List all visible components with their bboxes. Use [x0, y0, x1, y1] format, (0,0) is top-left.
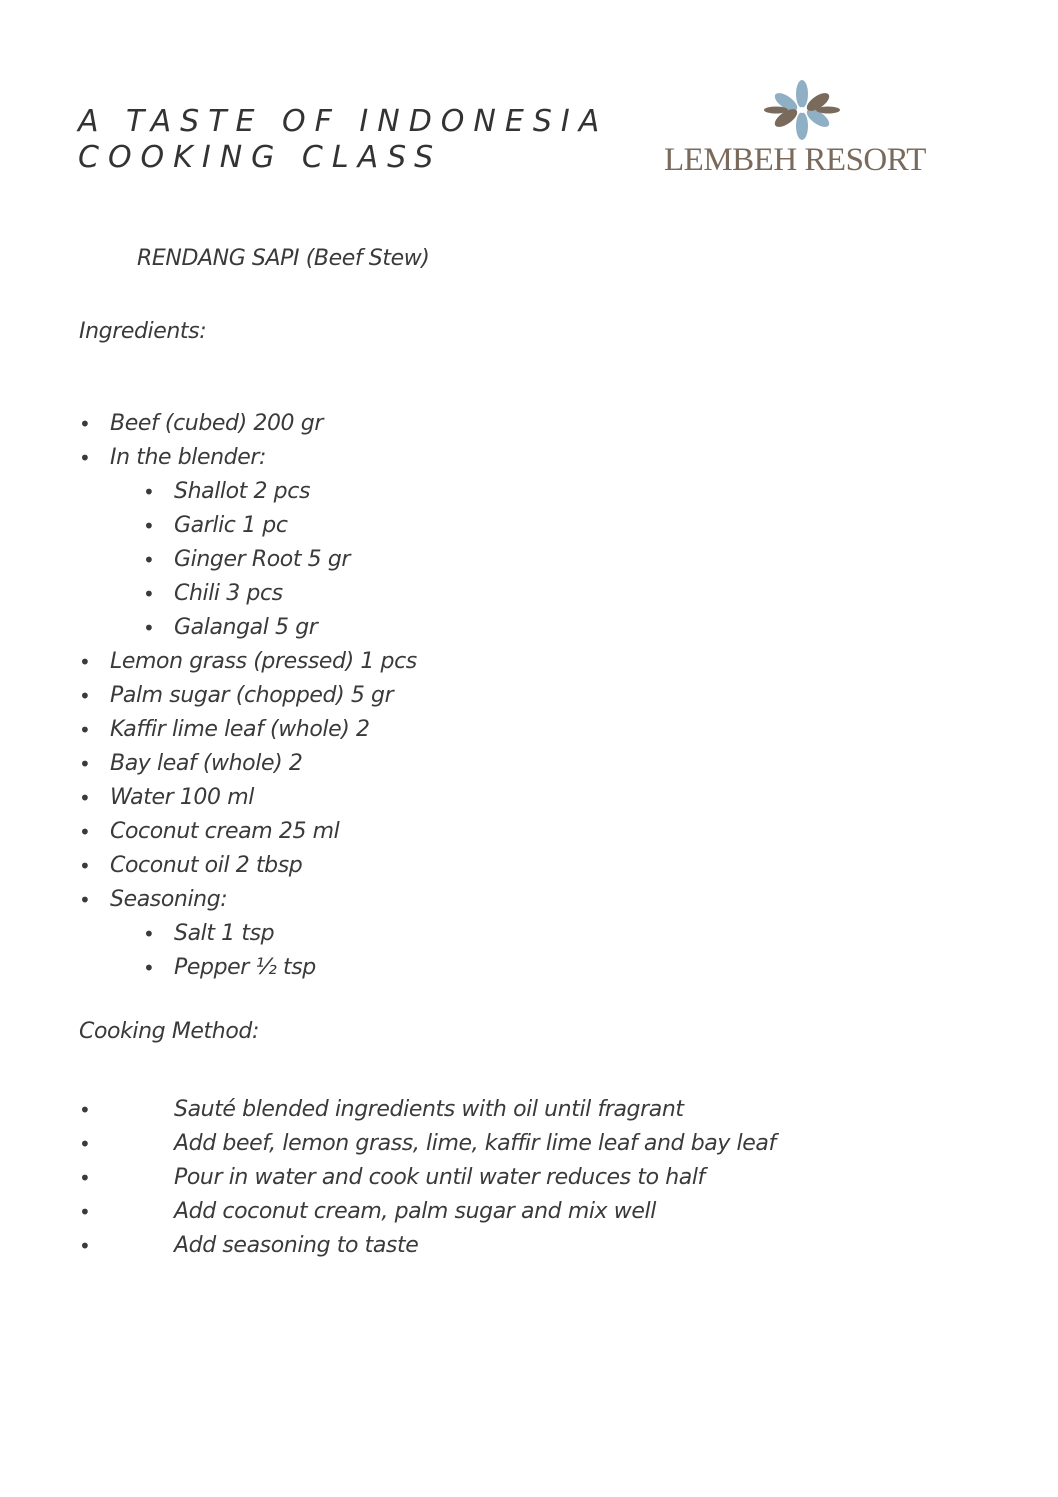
- ingredient-text: Pepper ½ tsp: [174, 955, 316, 980]
- ingredient-text: Water 100 ml: [110, 785, 254, 810]
- ingredient-text: Galangal 5 gr: [174, 615, 318, 640]
- list-item: [79, 645, 417, 679]
- step-text: Add seasoning to taste: [174, 1233, 419, 1258]
- bullet: •: [79, 786, 91, 810]
- method-step: [79, 1161, 776, 1195]
- sub-list-item: [79, 577, 417, 611]
- bullet: •: [79, 752, 91, 776]
- dish-title: RENDANG SAPI (Beef Stew): [137, 246, 430, 271]
- bullet: •: [79, 650, 91, 674]
- list-item: [79, 883, 417, 917]
- bullet: •: [79, 1200, 91, 1224]
- sub-list-item: [79, 611, 417, 645]
- ingredient-text: Salt 1 tsp: [174, 921, 275, 946]
- step-text: Add beef, lemon grass, lime, kaffir lime leaf and bay leaf: [174, 1131, 776, 1156]
- title-line-1: A TASTE OF INDONESIA: [78, 104, 609, 139]
- ingredient-text: Ginger Root 5 gr: [174, 547, 351, 572]
- bullet: •: [79, 718, 91, 742]
- bullet: •: [79, 412, 91, 436]
- method-step: [79, 1229, 776, 1263]
- title-line-2: COOKING CLASS: [78, 140, 443, 175]
- bullet: •: [143, 956, 155, 980]
- step-text: Add coconut cream, palm sugar and mix well: [174, 1199, 656, 1224]
- bullet: •: [79, 446, 91, 470]
- step-text: Sauté blended ingredients with oil until fragrant: [174, 1097, 684, 1122]
- sub-list-item: [79, 475, 417, 509]
- ingredient-text: Coconut oil 2 tbsp: [110, 853, 303, 878]
- list-item: [79, 441, 417, 475]
- cooking-method-label: Cooking Method:: [79, 1019, 259, 1044]
- sub-list-item: [79, 917, 417, 951]
- bullet: •: [143, 548, 155, 572]
- method-step: [79, 1195, 776, 1229]
- method-step: [79, 1093, 776, 1127]
- method-step: [79, 1127, 776, 1161]
- bullet: •: [143, 514, 155, 538]
- bullet: •: [79, 1132, 91, 1156]
- list-item: [79, 747, 417, 781]
- bullet: •: [143, 582, 155, 606]
- ingredient-text: Seasoning:: [110, 887, 228, 912]
- bullet: •: [79, 854, 91, 878]
- ingredients-label: Ingredients:: [79, 319, 207, 344]
- sub-list-item: [79, 509, 417, 543]
- bullet: •: [143, 922, 155, 946]
- bullet: •: [79, 820, 91, 844]
- method-list: [79, 1093, 776, 1263]
- list-item: [79, 679, 417, 713]
- ingredient-text: Chili 3 pcs: [174, 581, 283, 606]
- ingredient-text: Palm sugar (chopped) 5 gr: [110, 683, 394, 708]
- ingredient-text: Garlic 1 pc: [174, 513, 288, 538]
- lembeh-resort-logo: [660, 78, 940, 188]
- ingredient-text: Beef (cubed) 200 gr: [110, 411, 323, 436]
- sub-list-item: [79, 951, 417, 985]
- list-item: [79, 781, 417, 815]
- list-item: [79, 713, 417, 747]
- ingredient-text: Shallot 2 pcs: [174, 479, 311, 504]
- bullet: •: [143, 616, 155, 640]
- page-title: [78, 104, 608, 176]
- bullet: •: [79, 1098, 91, 1122]
- ingredient-text: Lemon grass (pressed) 1 pcs: [110, 649, 417, 674]
- bullet: •: [143, 480, 155, 504]
- bullet: •: [79, 888, 91, 912]
- logo-text: LEMBEH RESORT: [664, 142, 926, 178]
- step-text: Pour in water and cook until water reduces to half: [174, 1165, 705, 1190]
- list-item: [79, 815, 417, 849]
- flower-logo-icon: [762, 78, 842, 142]
- ingredient-text: In the blender:: [110, 445, 267, 470]
- ingredients-list: [79, 407, 417, 985]
- bullet: •: [79, 684, 91, 708]
- list-item: [79, 849, 417, 883]
- bullet: •: [79, 1234, 91, 1258]
- ingredient-text: Bay leaf (whole) 2: [110, 751, 303, 776]
- sub-list-item: [79, 543, 417, 577]
- bullet: •: [79, 1166, 91, 1190]
- list-item: [79, 407, 417, 441]
- ingredient-text: Kaffir lime leaf (whole) 2: [110, 717, 370, 742]
- ingredient-text: Coconut cream 25 ml: [110, 819, 340, 844]
